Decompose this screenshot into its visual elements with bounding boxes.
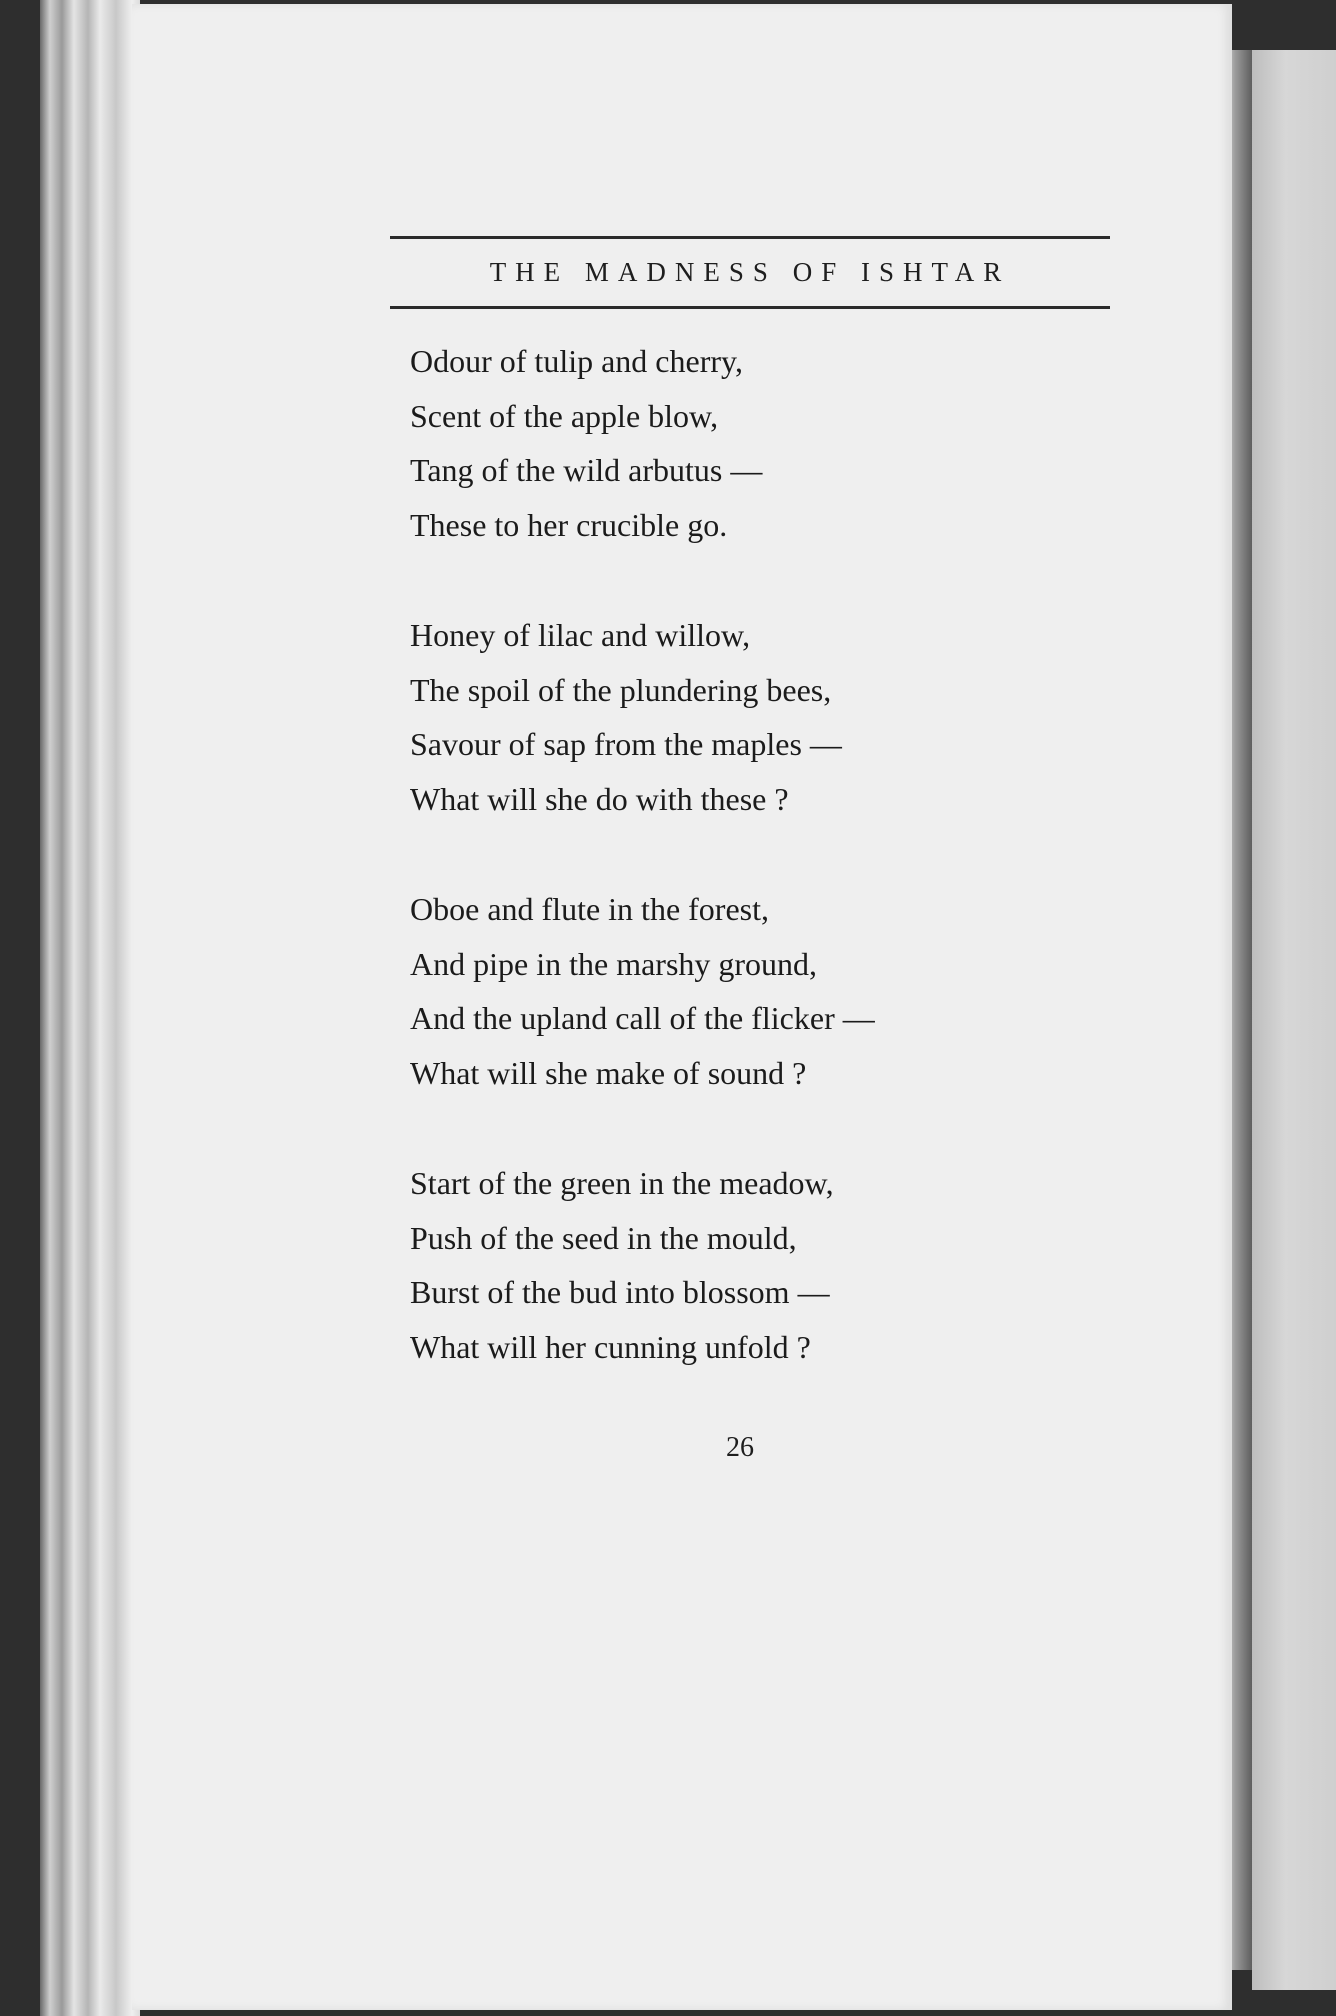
poem-line: And pipe in the marshy ground,	[410, 945, 818, 982]
poem-line: The spoil of the plundering bees,	[410, 671, 832, 708]
running-head: THE MADNESS OF ISHTAR	[489, 257, 1011, 287]
poem-line: Honey of lilac and willow,	[410, 617, 751, 653]
poem-line: Tang of the wild arbutus —	[410, 452, 763, 488]
header-rule-top	[390, 236, 1110, 239]
poem-line: These to her crucible go.	[410, 506, 728, 543]
book-page-edges	[40, 0, 140, 2016]
poem-line: Scent of the apple blow,	[410, 397, 719, 434]
stanza-3	[410, 882, 1130, 1100]
poem	[410, 334, 1130, 1430]
stanza-1	[410, 334, 1130, 552]
poem-line: Start of the green in the meadow,	[410, 1165, 834, 1201]
poem-line: Odour of tulip and cherry,	[410, 343, 743, 379]
poem-line: And the upland call of the flicker —	[410, 1000, 875, 1036]
poem-line: Burst of the bud into blossom —	[410, 1274, 830, 1310]
stanza-2	[410, 608, 1130, 826]
poem-line: What will her cunning unfold ?	[410, 1328, 811, 1365]
header-rule-bottom	[390, 306, 1110, 309]
facing-page-edge	[1252, 50, 1336, 1990]
page-number: 26	[726, 1432, 754, 1463]
poem-line: What will she do with these ?	[410, 780, 789, 817]
stanza-4	[410, 1156, 1130, 1374]
poem-line: What will she make of sound ?	[410, 1054, 807, 1091]
poem-line: Savour of sap from the maples —	[410, 726, 842, 762]
poem-line: Oboe and flute in the forest,	[410, 891, 769, 927]
poem-line: Push of the seed in the mould,	[410, 1219, 797, 1256]
